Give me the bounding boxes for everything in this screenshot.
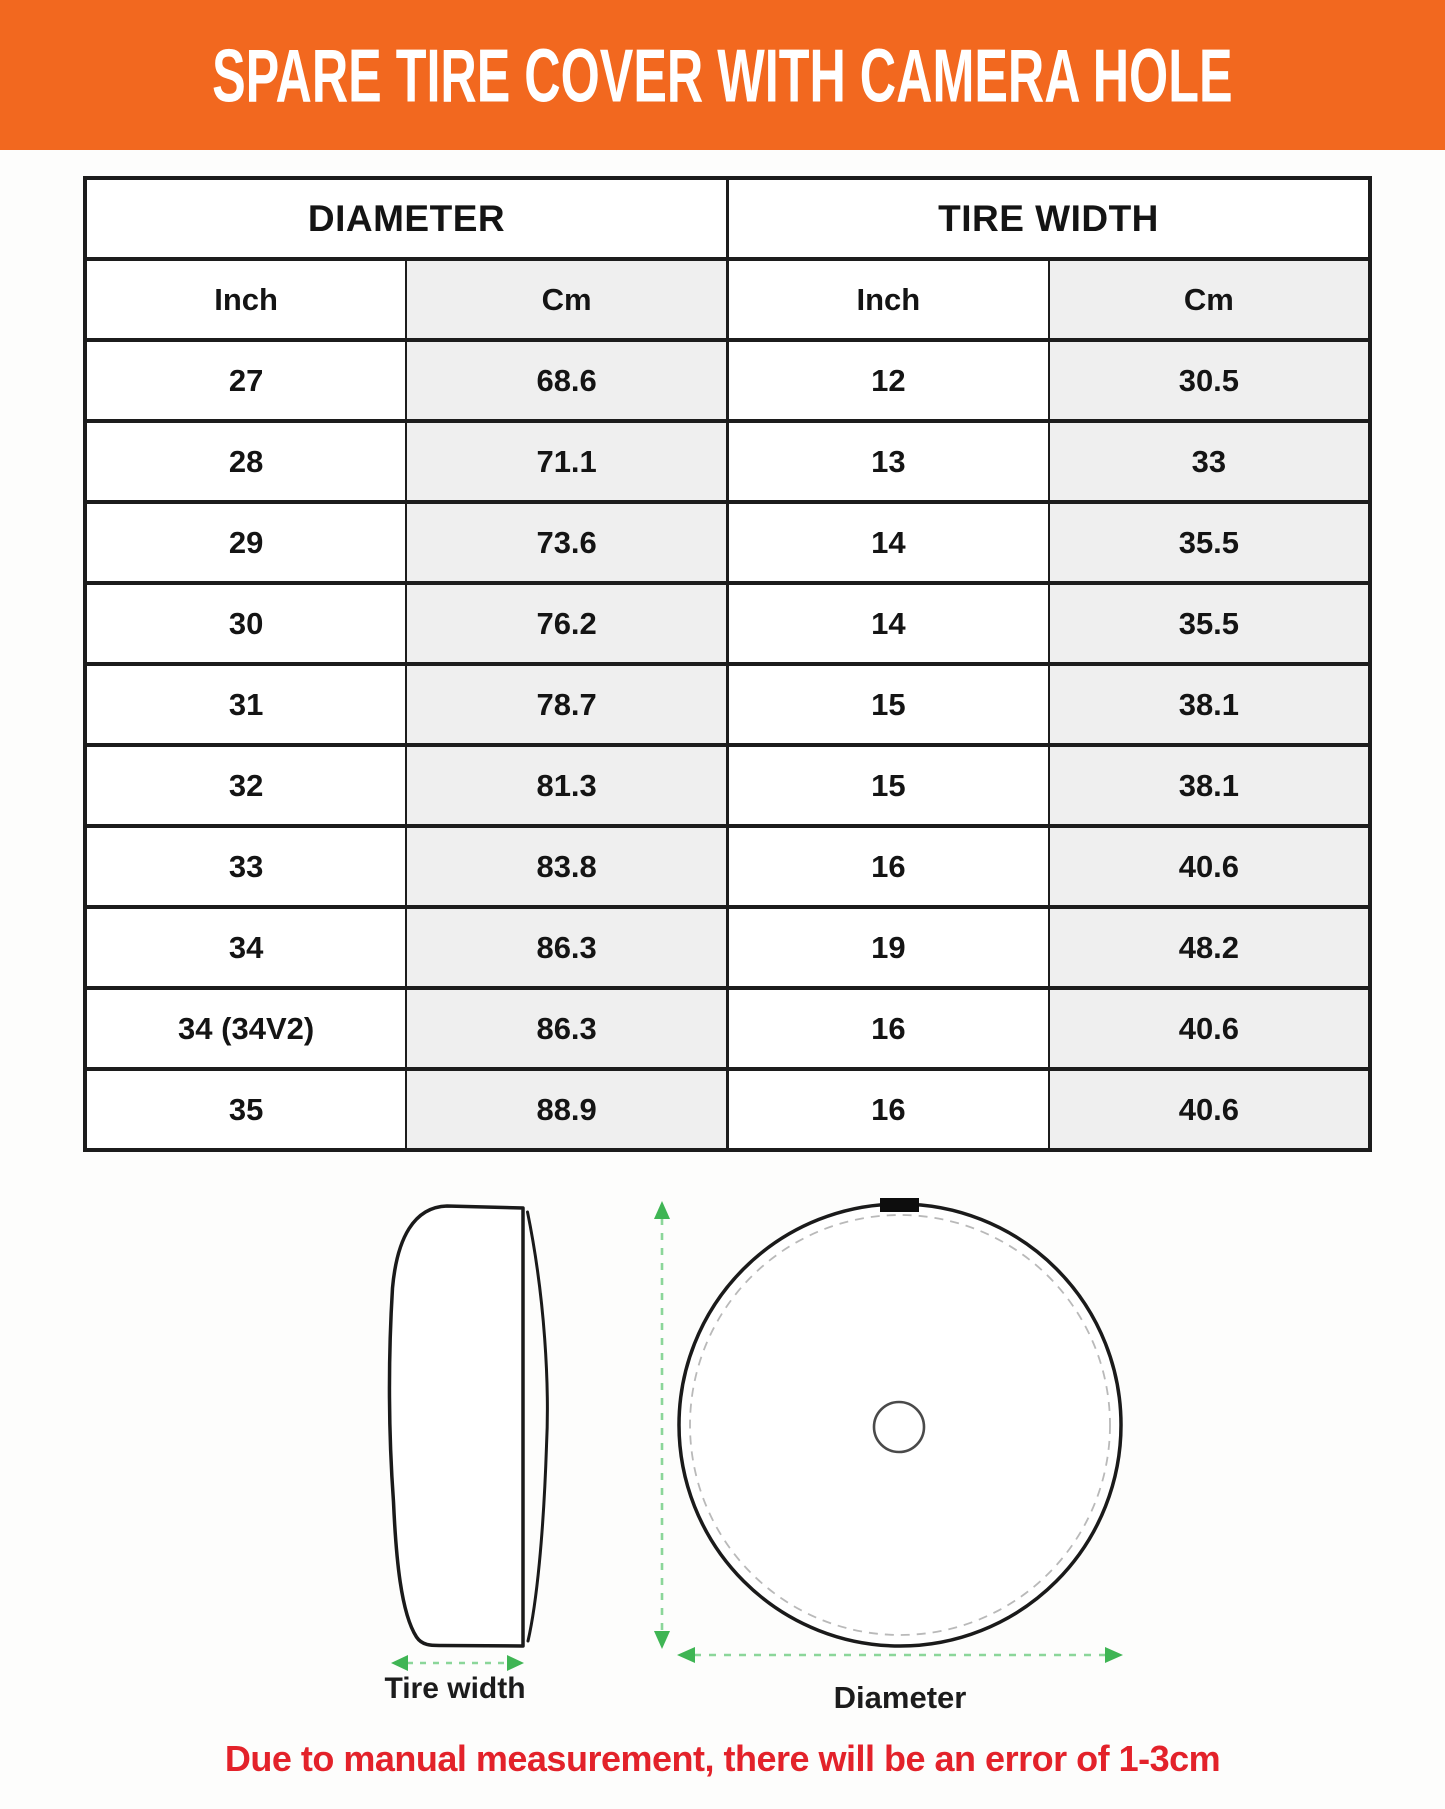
tire-front-view	[679, 1198, 1121, 1646]
cell-diameter-inch: 30	[85, 583, 406, 664]
cell-diameter-cm: 71.1	[406, 421, 727, 502]
arrow-left-icon	[391, 1655, 408, 1671]
column-header-width-cm: Cm	[1049, 259, 1370, 340]
arrow-left-icon	[677, 1647, 695, 1663]
cell-diameter-cm: 76.2	[406, 583, 727, 664]
top-marker	[880, 1198, 919, 1212]
cell-diameter-cm: 86.3	[406, 988, 727, 1069]
cell-width-cm: 48.2	[1049, 907, 1370, 988]
arrow-right-icon	[1105, 1647, 1123, 1663]
group-header-diameter: DIAMETER	[85, 178, 728, 259]
cell-width-cm: 38.1	[1049, 664, 1370, 745]
tire-side-view	[389, 1206, 547, 1646]
page-title: SPARE TIRE COVER WITH CAMERA HOLE	[212, 32, 1233, 118]
cell-width-cm: 40.6	[1049, 988, 1370, 1069]
cell-width-inch: 13	[728, 421, 1049, 502]
cell-width-cm: 33	[1049, 421, 1370, 502]
cell-width-cm: 30.5	[1049, 340, 1370, 421]
diameter-label: Diameter	[833, 1680, 967, 1715]
height-arrow	[654, 1201, 670, 1649]
cell-diameter-inch: 27	[85, 340, 406, 421]
cell-width-cm: 38.1	[1049, 745, 1370, 826]
cell-width-cm: 35.5	[1049, 583, 1370, 664]
tire-width-label: Tire width	[384, 1672, 526, 1705]
cell-width-inch: 15	[728, 664, 1049, 745]
cell-width-inch: 14	[728, 583, 1049, 664]
camera-hole	[874, 1402, 924, 1452]
cell-diameter-inch: 33	[85, 826, 406, 907]
cell-diameter-cm: 73.6	[406, 502, 727, 583]
cell-diameter-cm: 88.9	[406, 1069, 727, 1150]
cell-width-cm: 40.6	[1049, 1069, 1370, 1150]
tire-width-arrow	[391, 1655, 524, 1671]
tire-side-depth-line	[528, 1212, 548, 1641]
cell-diameter-inch: 31	[85, 664, 406, 745]
cell-diameter-cm: 81.3	[406, 745, 727, 826]
cell-diameter-inch: 34 (34V2)	[85, 988, 406, 1069]
column-header-width-inch: Inch	[728, 259, 1049, 340]
cell-diameter-inch: 29	[85, 502, 406, 583]
cell-width-inch: 15	[728, 745, 1049, 826]
cell-diameter-cm: 68.6	[406, 340, 727, 421]
cell-diameter-cm: 86.3	[406, 907, 727, 988]
cell-diameter-inch: 32	[85, 745, 406, 826]
group-header-tire-width: TIRE WIDTH	[728, 178, 1371, 259]
cell-diameter-cm: 78.7	[406, 664, 727, 745]
cell-width-inch: 16	[728, 988, 1049, 1069]
arrow-right-icon	[507, 1655, 524, 1671]
diameter-arrow	[677, 1647, 1123, 1663]
cell-diameter-inch: 35	[85, 1069, 406, 1150]
cell-diameter-cm: 83.8	[406, 826, 727, 907]
cell-width-cm: 40.6	[1049, 826, 1370, 907]
cell-width-inch: 16	[728, 1069, 1049, 1150]
column-header-diameter-inch: Inch	[85, 259, 406, 340]
cell-diameter-inch: 34	[85, 907, 406, 988]
cell-width-cm: 35.5	[1049, 502, 1370, 583]
cell-width-inch: 16	[728, 826, 1049, 907]
cell-width-inch: 12	[728, 340, 1049, 421]
cell-diameter-inch: 28	[85, 421, 406, 502]
arrow-down-icon	[654, 1631, 670, 1649]
column-header-diameter-cm: Cm	[406, 259, 727, 340]
measurement-note: Due to manual measurement, there will be an error of 1-3cm	[224, 1738, 1221, 1779]
cell-width-inch: 19	[728, 907, 1049, 988]
cell-width-inch: 14	[728, 502, 1049, 583]
arrow-up-icon	[654, 1201, 670, 1219]
tire-side-outline	[389, 1206, 523, 1646]
